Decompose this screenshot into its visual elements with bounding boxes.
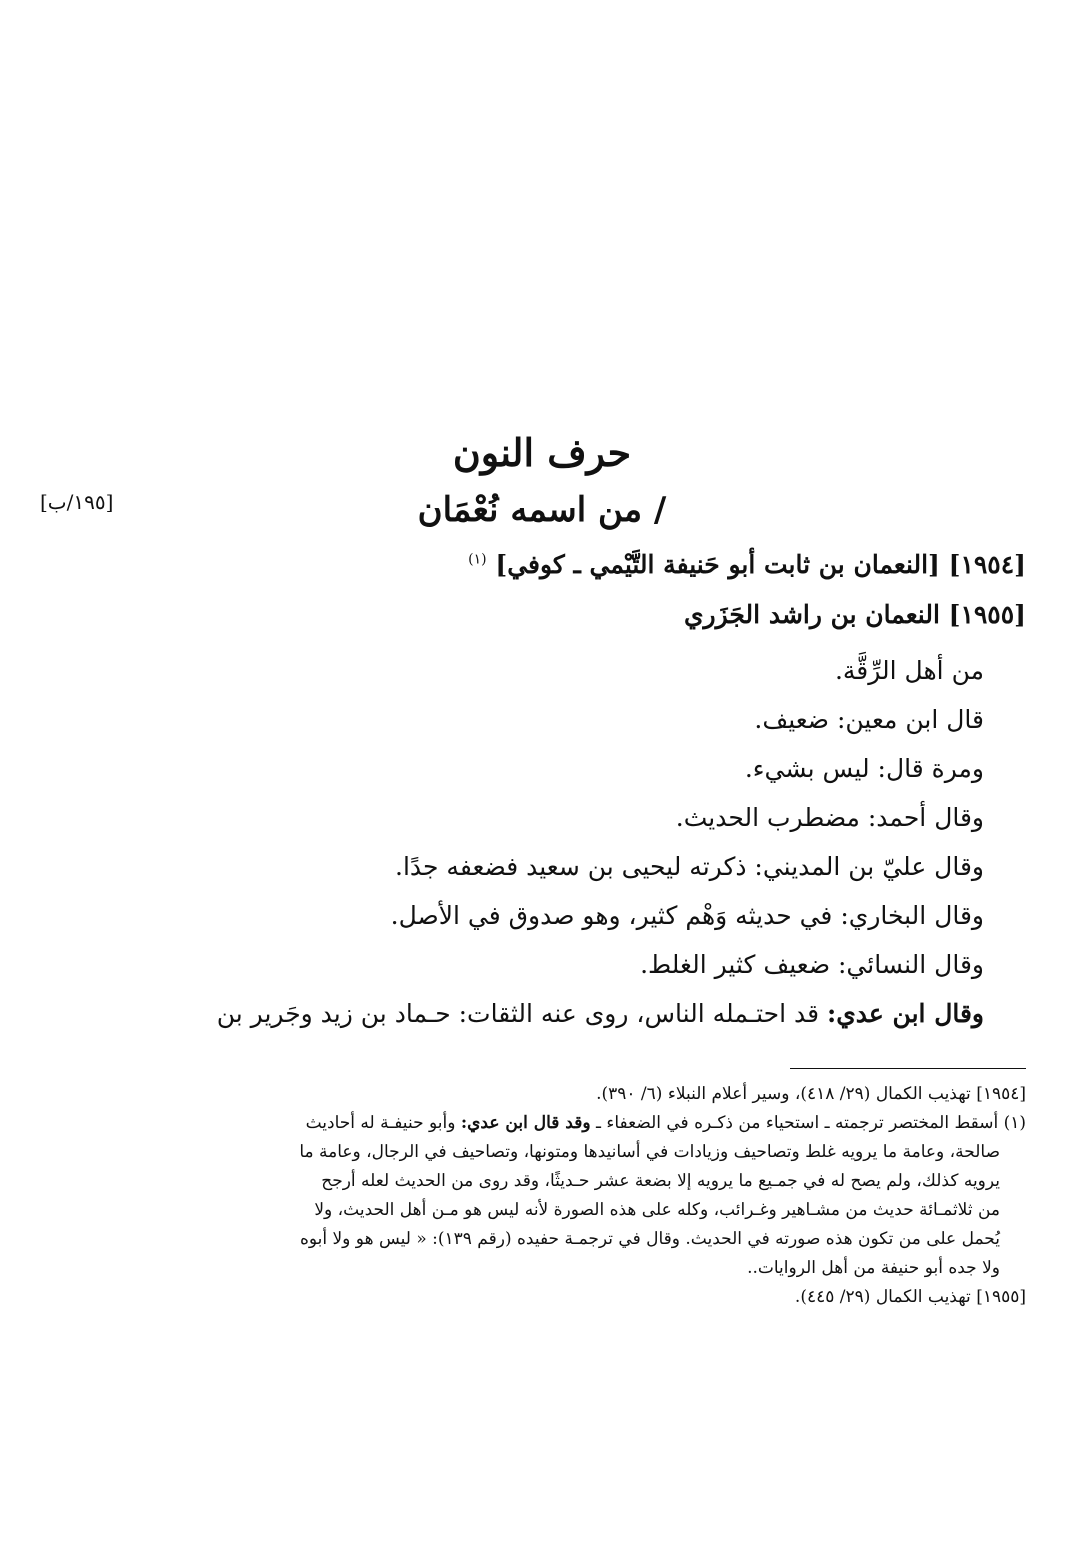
footnote-line: يرويه كذلك، ولم يصح له في جمـيع ما يرويه إلا بضعة عشر حـديثًا، وقد روى من الحديث لعله أرجح — [321, 1171, 1000, 1191]
body-line: ومرة قال: ليس بشيء. — [744, 754, 984, 783]
footnote-marker: (١) — [468, 551, 487, 568]
entry-1955-title — [684, 600, 1026, 629]
footnote-text: وأبو حنيفـة له أحاديث — [305, 1113, 461, 1133]
body-line: وقال عليّ بن المديني: ذكرته ليحيى بن سعيد فضعفه جدًا. — [395, 852, 984, 881]
footnote-line: [١٩٥٤] تهذيب الكمال (٢٩/ ٤١٨)، وسير أعلام النبلاء (٦/ ٣٩٠). — [596, 1084, 1026, 1104]
footnote-text: (١) أسقط المختصر ترجمته ـ استحياء من ذكـره في الضعفاء ـ — [590, 1113, 1026, 1133]
body-line: وقال البخاري: في حديثه وَهْم كثير، وهو صدوق في الأصل. — [390, 901, 984, 930]
section-heading: / من اسمه نُعْمَان — [417, 490, 667, 530]
body-line-rest: قد احتـمله الناس، روى عنه الثقات: حـماد بن زيد وجَرير بن — [216, 999, 828, 1028]
body-line: وقال النسائي: ضعيف كثير الغلط. — [640, 950, 984, 979]
entry-1954-title — [468, 550, 1026, 579]
footnote-line: يُحمل على من تكون هذه صورته في الحديث. وقال في ترجمـة حفيده (رقم ١٣٩): « ليس هو ولا أبوه — [299, 1229, 1000, 1249]
footnote-line: ولا جده أبو حنيفة من أهل الروايات.. — [747, 1258, 1000, 1278]
manuscript-folio-reference: [١٩٥/ب] — [40, 490, 114, 514]
body-line: قال ابن معين: ضعيف. — [754, 705, 984, 734]
body-line: من أهل الرِّقَّة. — [834, 656, 984, 685]
body-line: وقال أحمد: مضطرب الحديث. — [675, 803, 984, 832]
footnote-separator — [790, 1068, 1026, 1069]
footnote-bold-phrase: وقد قال ابن عدي: — [460, 1113, 591, 1133]
body-line — [104, 989, 984, 1038]
entry-title-text: [١٩٥٥] النعمان بن راشد الجَزَري — [683, 600, 1026, 629]
footnote-line: من ثلاثمـائة حديث من مشـاهير وغـرائب، وكله على هذه الصورة لأنه ليس هو مـن أهل الحديث، ولا — [314, 1200, 1000, 1220]
entry-body — [104, 646, 984, 1038]
footnote-line — [56, 1109, 1026, 1138]
body-bold-phrase: وقال ابن عدي: — [827, 999, 984, 1028]
footnotes — [56, 1080, 1026, 1312]
entry-title-text: [١٩٥٤] [النعمان بن ثابت أبو حَنيفة التَّيْمي ـ كوفي] — [495, 550, 1026, 579]
letter-heading: حرف النون — [452, 430, 632, 475]
footnote-line: صالحة، وعامة ما يرويه غلط وتصاحيف وزيادات في أسانيدها ومتونها، وتصاحيف في الرجال، وعامة ما — [299, 1142, 1000, 1162]
footnote-line: [١٩٥٥] تهذيب الكمال (٢٩/ ٤٤٥). — [794, 1287, 1026, 1307]
